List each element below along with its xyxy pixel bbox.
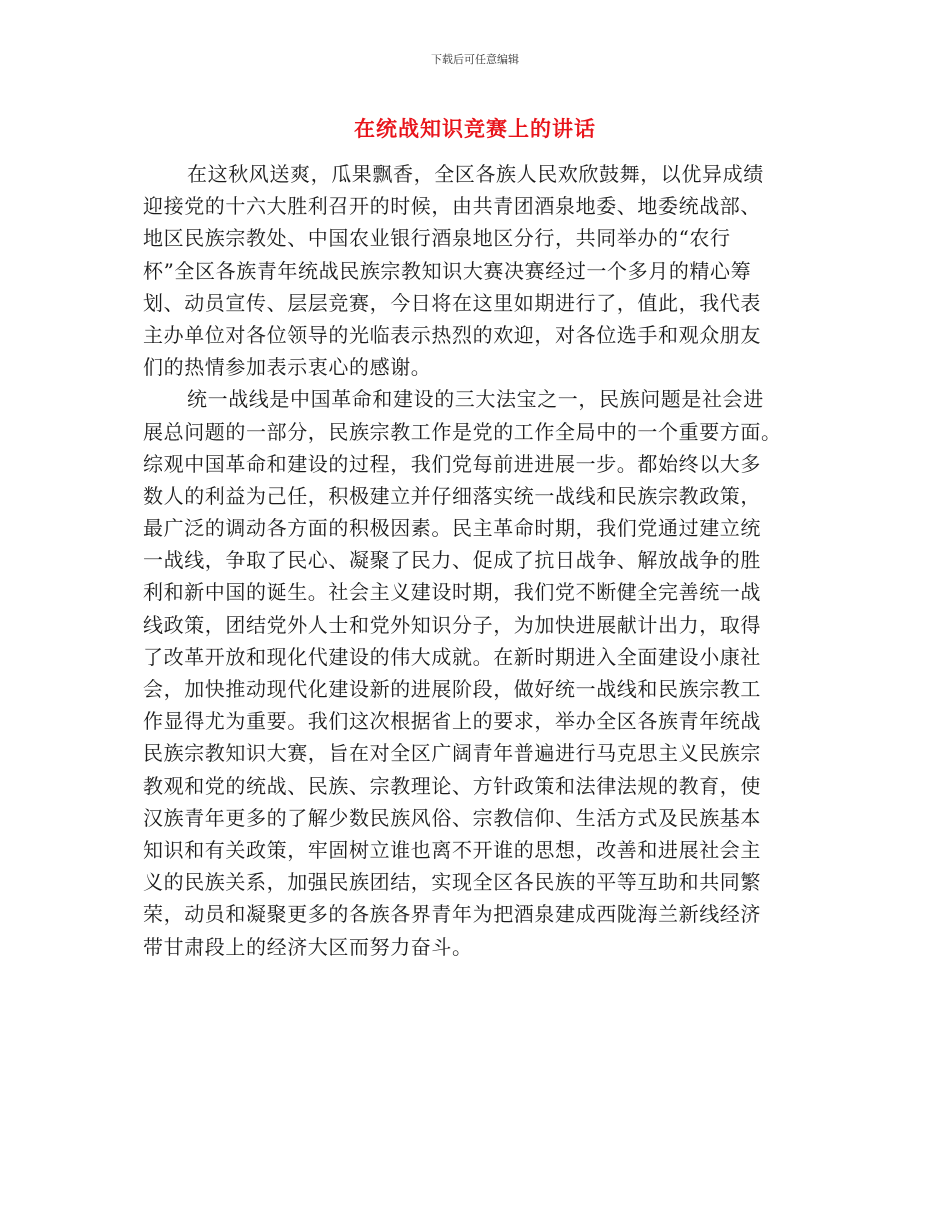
paragraph-line: 利和新中国的诞生。社会主义建设时期，我们党不断健全完善统一战 [143, 580, 761, 605]
paragraph-line: 线政策，团结党外人士和党外知识分子，为加快进展献计出力，取得 [143, 612, 761, 637]
paragraph-line: 杯”全区各族青年统战民族宗教知识大赛决赛经过一个多月的精心筹 [143, 258, 752, 283]
paragraph-line: 一战线，争取了民心、凝聚了民力、促成了抗日战争、解放战争的胜 [143, 548, 761, 573]
paragraph-line: 最广泛的调动各方面的积极因素。民主革命时期，我们党通过建立统 [143, 516, 761, 541]
paragraph-line: 民族宗教知识大赛，旨在对全区广阔青年普遍进行马克思主义民族宗 [143, 741, 761, 766]
header-note: 下载后可任意编辑 [431, 53, 519, 66]
paragraph-line: 地区民族宗教处、中国农业银行酒泉地区分行，共同举办的“农行 [143, 226, 731, 251]
paragraph-line: 数人的利益为己任，积极建立并仔细落实统一战线和民族宗教政策， [143, 483, 761, 508]
paragraph [143, 158, 813, 383]
paragraph-line: 了改革开放和现化代建设的伟大成就。在新时期进入全面建设小康社 [143, 644, 761, 669]
paragraph-line: 迎接党的十六大胜利召开的时候，由共青团酒泉地委、地委统战部、 [143, 194, 761, 219]
paragraph [143, 383, 813, 962]
document-body [143, 158, 813, 963]
paragraph-line: 在这秋风送爽，瓜果飘香，全区各族人民欢欣鼓舞，以优异成绩 [187, 162, 764, 186]
paragraph-line: 主办单位对各位领导的光临表示热烈的欢迎，对各位选手和观众朋友 [143, 322, 761, 347]
paragraph-line: 统一战线是中国革命和建设的三大法宝之一，民族问题是社会进 [187, 387, 764, 412]
paragraph-line: 义的民族关系，加强民族团结，实现全区各民族的平等互助和共同繁 [143, 870, 761, 895]
paragraph-line: 展总问题的一部分，民族宗教工作是党的工作全局中的一个重要方面。 [143, 419, 782, 444]
paragraph-line: 知识和有关政策，牢固树立谁也离不开谁的思想，改善和进展社会主 [143, 837, 761, 862]
paragraph-line: 荣，动员和凝聚更多的各族各界青年为把酒泉建成西陇海兰新线经济 [143, 902, 761, 927]
paragraph-line: 教观和党的统战、民族、宗教理论、方针政策和法律法规的教育，使 [143, 773, 761, 798]
paragraph-line: 综观中国革命和建设的过程，我们党每前进进展一步。都始终以大多 [143, 451, 761, 476]
paragraph-line: 带甘肃段上的经济大区而努力奋斗。 [143, 934, 473, 959]
paragraph-line: 汉族青年更多的了解少数民族风俗、宗教信仰、生活方式及民族基本 [143, 805, 761, 830]
paragraph-line: 会，加快推动现代化建设新的进展阶段，做好统一战线和民族宗教工 [143, 677, 761, 701]
paragraph-line: 作显得尤为重要。我们这次根据省上的要求，举办全区各族青年统战 [143, 709, 761, 734]
document-title: 在统战知识竞赛上的讲话 [354, 116, 596, 141]
paragraph-line: 们的热情参加表示衷心的感谢。 [143, 355, 432, 380]
paragraph-line: 划、动员宣传、层层竞赛，今日将在这里如期进行了，值此，我代表 [143, 290, 761, 315]
